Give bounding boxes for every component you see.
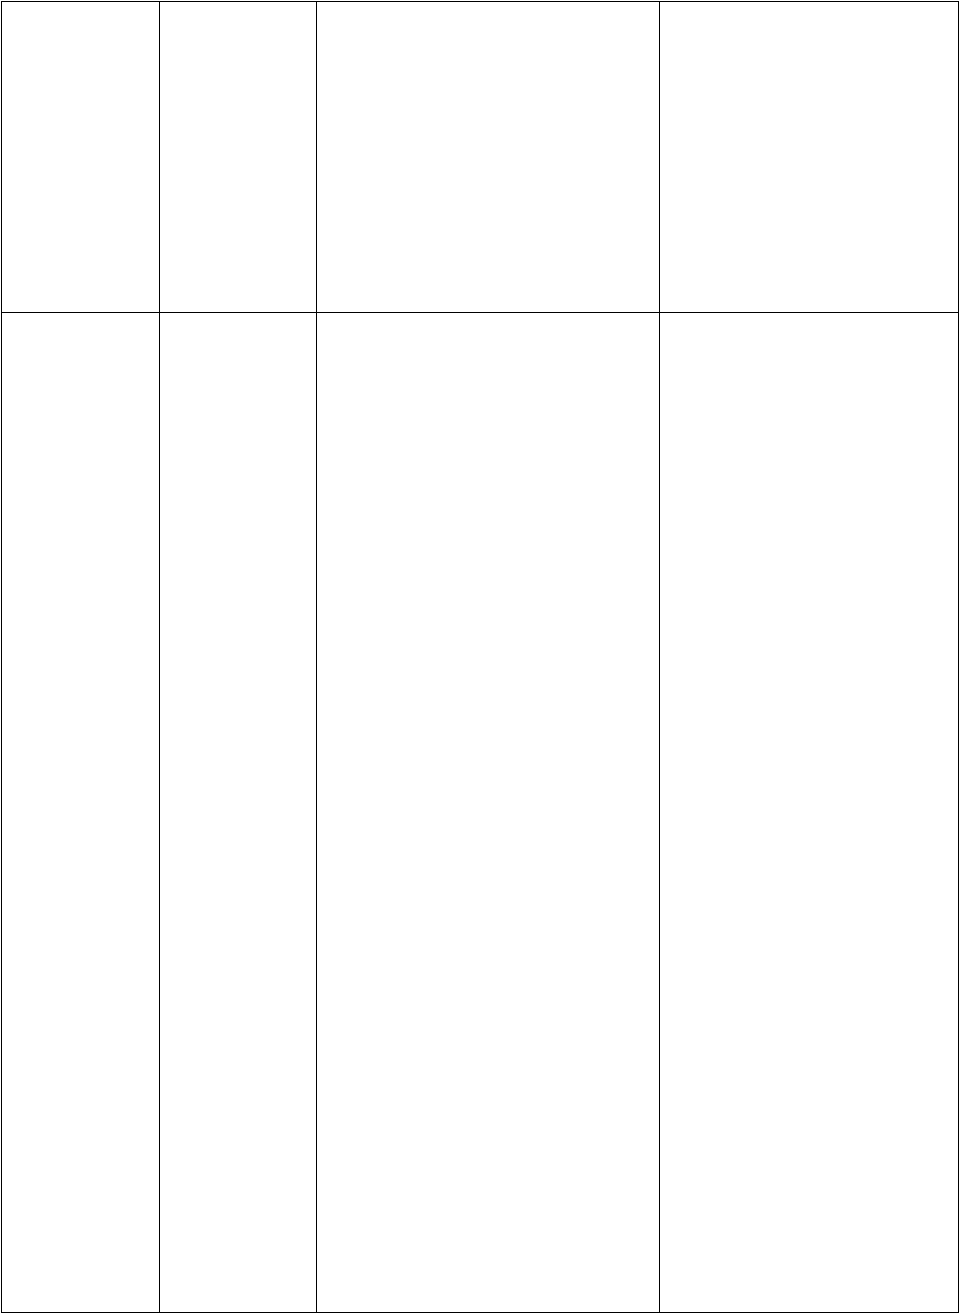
section-cell-empty — [2, 2, 160, 313]
table-row — [2, 313, 959, 1313]
curriculum-table — [1, 1, 959, 1313]
skills-cell — [317, 313, 660, 1313]
extra-cell — [660, 313, 959, 1313]
lessons-cell — [160, 313, 317, 1313]
lessons-cell-empty — [160, 2, 317, 313]
extra-cell-empty — [660, 2, 959, 313]
section-cell — [2, 313, 160, 1313]
table-row — [2, 2, 959, 313]
skills-cell — [317, 2, 660, 313]
